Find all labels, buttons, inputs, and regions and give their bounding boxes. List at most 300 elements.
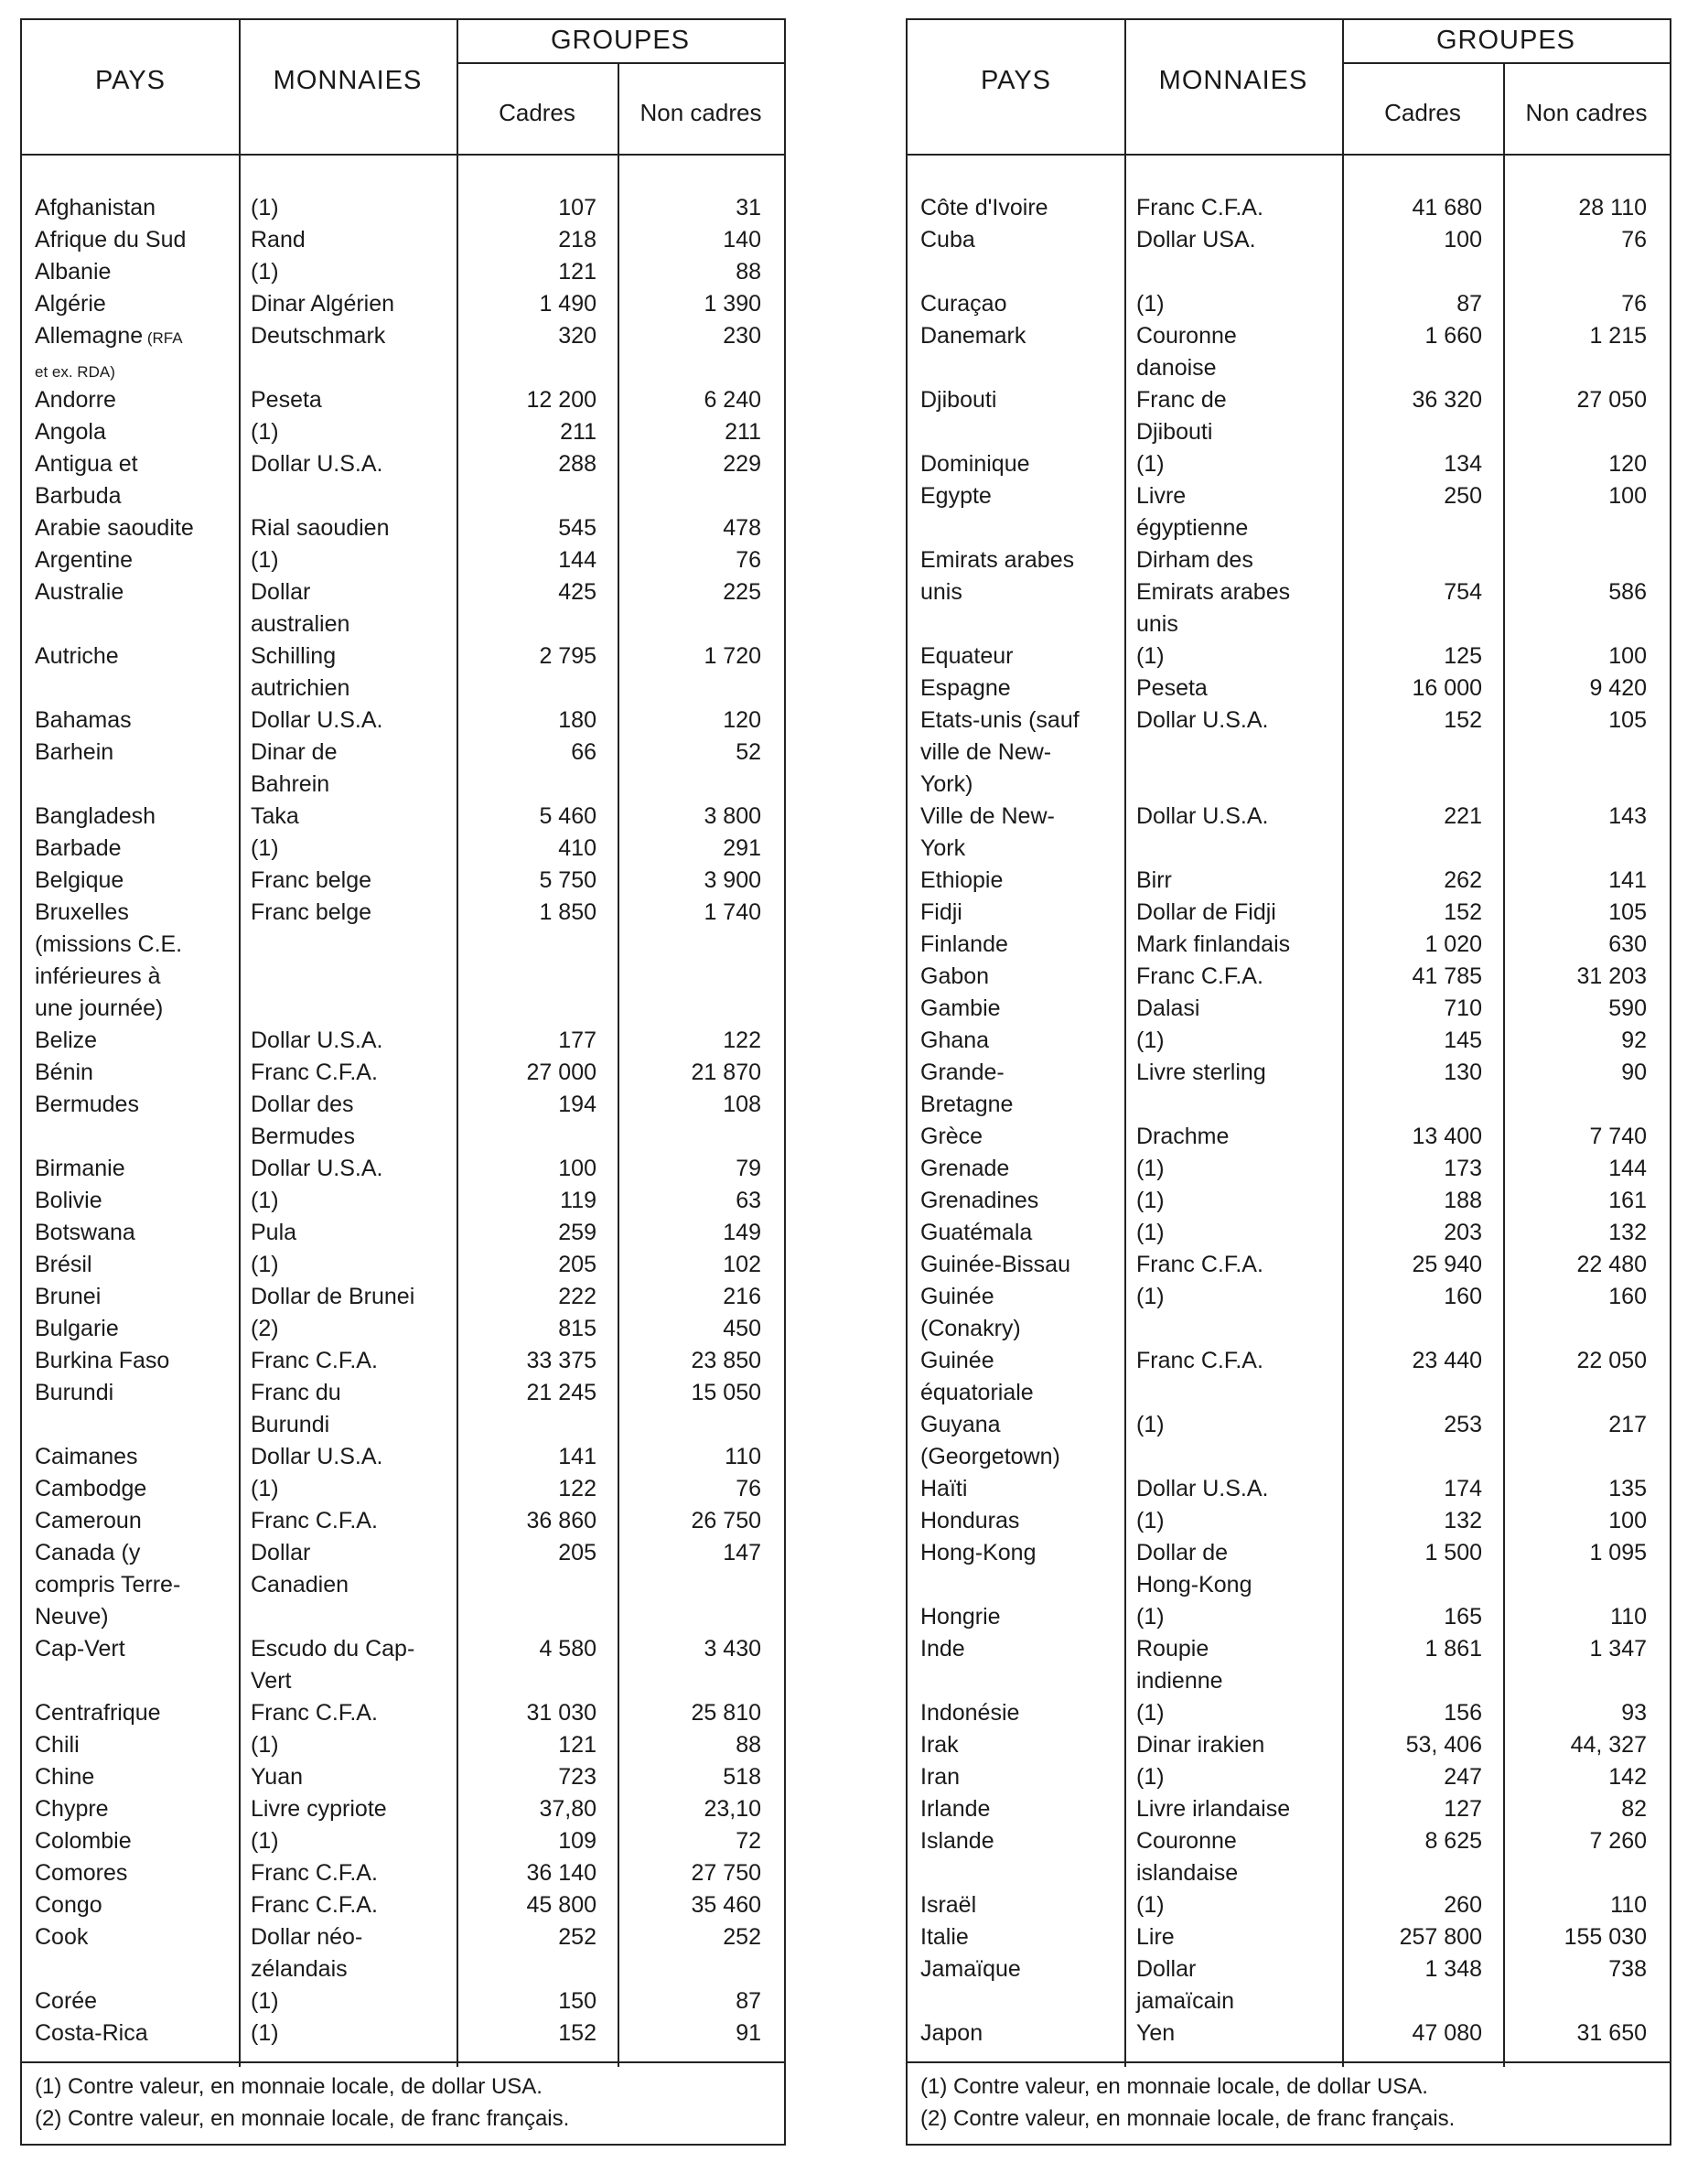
cell-cadres: 109 [558, 1828, 596, 1854]
cell-non-cadres: 110 [1610, 1604, 1647, 1630]
cell-monnaie: Franc C.F.A. [1136, 195, 1263, 221]
cell-pays: Japon [920, 2020, 983, 2046]
cell-monnaie: Franc C.F.A. [251, 1892, 378, 1918]
cell-non-cadres: 35 460 [691, 1892, 761, 1918]
cell-cadres: 1 490 [539, 291, 596, 317]
cell-monnaie: Franc du Burundi [251, 1380, 341, 1437]
footnotes [22, 2061, 784, 2144]
cell-non-cadres: 450 [723, 1316, 761, 1341]
cell-pays: Algérie [35, 291, 106, 317]
cell-monnaie: Dollar U.S.A. [251, 1027, 383, 1053]
cell-monnaie: (1) [1136, 1764, 1165, 1790]
cell-non-cadres: 88 [736, 259, 761, 285]
table-body [22, 154, 784, 2067]
cell-pays: Italie [920, 1924, 969, 1950]
cell-pays: Albanie [35, 259, 112, 285]
cell-non-cadres: 216 [723, 1284, 761, 1309]
cell-pays: Grenade [920, 1156, 1010, 1181]
cell-non-cadres: 478 [723, 515, 761, 541]
cell-pays: Burkina Faso [35, 1348, 170, 1373]
cell-monnaie: Dollar U.S.A. [1136, 707, 1269, 733]
cell-monnaie: Pula [251, 1220, 297, 1245]
cell-pays: Ville de New- York [920, 803, 1055, 861]
cell-pays: Brunei [35, 1284, 102, 1309]
table-body [908, 154, 1670, 2067]
cell-pays: Guatémala [920, 1220, 1033, 1245]
cell-cadres: 152 [1444, 899, 1482, 925]
cell-non-cadres: 105 [1608, 707, 1647, 733]
cell-cadres: 1 020 [1424, 931, 1482, 957]
cell-non-cadres: 44, 327 [1570, 1732, 1647, 1758]
cell-pays: Guinée équatoriale [920, 1348, 1034, 1405]
cell-monnaie: Dinar irakien [1136, 1732, 1265, 1758]
cell-monnaie: (1) [1136, 1220, 1165, 1245]
cell-monnaie: Rand [251, 227, 306, 253]
cell-pays: Comores [35, 1860, 128, 1886]
cell-cadres: 33 375 [526, 1348, 596, 1373]
cell-monnaie: (1) [1136, 1700, 1165, 1726]
cell-cadres: 100 [558, 1156, 596, 1181]
cell-non-cadres: 22 050 [1576, 1348, 1647, 1373]
cell-pays: Egypte [920, 483, 992, 509]
footnote-1: (1) Contre valeur, en monnaie locale, de dollar USA. [35, 2074, 543, 2099]
cell-non-cadres: 76 [1621, 227, 1647, 253]
cell-monnaie: (2) [251, 1316, 279, 1341]
cell-monnaie: Dollar USA. [1136, 227, 1256, 253]
cell-pays: Canada (y compris Terre- Neuve) [35, 1540, 181, 1630]
cell-pays: Chine [35, 1764, 95, 1790]
cell-cadres: 723 [558, 1764, 596, 1790]
cell-cadres: 16 000 [1412, 675, 1482, 701]
cell-non-cadres: 630 [1608, 931, 1647, 957]
cell-non-cadres: 63 [736, 1188, 761, 1213]
cell-pays: Cameroun [35, 1508, 142, 1533]
cell-pays: Bermudes [35, 1092, 139, 1117]
cell-pays: Burundi [35, 1380, 114, 1405]
cell-monnaie: Livre égyptienne [1136, 483, 1249, 541]
cell-cadres: 205 [558, 1252, 596, 1277]
cell-cadres: 205 [558, 1540, 596, 1565]
cell-monnaie: Franc C.F.A. [1136, 1348, 1263, 1373]
cell-monnaie: Rial saoudien [251, 515, 390, 541]
cell-monnaie: Yuan [251, 1764, 304, 1790]
cell-monnaie: (1) [251, 195, 279, 221]
cell-non-cadres: 141 [1608, 867, 1647, 893]
cell-monnaie: (1) [251, 2020, 279, 2046]
cell-pays: Centrafrique [35, 1700, 161, 1726]
cell-monnaie: (1) [1136, 1412, 1165, 1437]
cell-monnaie: (1) [1136, 1508, 1165, 1533]
cell-non-cadres: 9 420 [1589, 675, 1647, 701]
cell-non-cadres: 140 [723, 227, 761, 253]
cell-monnaie: Franc C.F.A. [251, 1700, 378, 1726]
cell-monnaie: Franc C.F.A. [1136, 1252, 1263, 1277]
cell-cadres: 41 680 [1412, 195, 1482, 221]
cell-cadres: 107 [558, 195, 596, 221]
cell-cadres: 152 [1444, 707, 1482, 733]
cell-monnaie: (1) [251, 547, 279, 573]
table-header [908, 20, 1670, 156]
cell-non-cadres: 143 [1608, 803, 1647, 829]
cell-non-cadres: 76 [736, 1476, 761, 1501]
cell-monnaie: Dollar U.S.A. [251, 1156, 383, 1181]
cell-cadres: 222 [558, 1284, 596, 1309]
cell-non-cadres: 31 650 [1576, 2020, 1647, 2046]
cell-monnaie: (1) [1136, 1284, 1165, 1309]
cell-cadres: 221 [1444, 803, 1482, 829]
cell-pays-text: Allemagne [35, 323, 144, 349]
header-cadres: Cadres [499, 99, 575, 126]
cell-cadres: 141 [558, 1444, 596, 1469]
cell-cadres: 425 [558, 579, 596, 605]
cell-non-cadres: 88 [736, 1732, 761, 1758]
cell-pays: Iran [920, 1764, 961, 1790]
footnote-2: (2) Contre valeur, en monnaie locale, de franc français. [920, 2106, 1456, 2131]
cell-pays: Honduras [920, 1508, 1020, 1533]
cell-cadres: 36 860 [526, 1508, 596, 1533]
cell-monnaie: Livre cypriote [251, 1796, 387, 1822]
cell-monnaie: Dirham des Emirats arabes unis [1136, 547, 1291, 637]
cell-pays: Irlande [920, 1796, 991, 1822]
cell-non-cadres: 72 [736, 1828, 761, 1854]
cell-monnaie: (1) [251, 1828, 279, 1854]
cell-non-cadres: 147 [723, 1540, 761, 1565]
cell-pays: Belize [35, 1027, 98, 1053]
cell-cadres: 218 [558, 227, 596, 253]
cell-monnaie: Franc C.F.A. [251, 1508, 378, 1533]
cell-cadres: 127 [1444, 1796, 1482, 1822]
cell-cadres: 134 [1444, 451, 1482, 477]
cell-non-cadres: 3 900 [704, 867, 761, 893]
cell-pays: Antigua et Barbuda [35, 451, 138, 509]
header-cadres: Cadres [1384, 99, 1461, 126]
cell-monnaie: Dollar des Bermudes [251, 1092, 355, 1149]
cell-cadres: 288 [558, 451, 596, 477]
cell-monnaie: (1) [1136, 643, 1165, 669]
header-pays: PAYS [980, 66, 1052, 95]
cell-pays: Guyana (Georgetown) [920, 1412, 1060, 1469]
table-right [906, 18, 1671, 2146]
cell-non-cadres: 26 750 [691, 1508, 761, 1533]
cell-monnaie: Franc de Djibouti [1136, 387, 1227, 445]
cell-pays [35, 320, 238, 388]
cell-cadres: 257 800 [1399, 1924, 1482, 1950]
cell-monnaie: Franc C.F.A. [251, 1060, 378, 1085]
cell-non-cadres: 79 [736, 1156, 761, 1181]
cell-non-cadres: 31 [736, 195, 761, 221]
cell-non-cadres: 87 [736, 1988, 761, 2014]
cell-pays: Bahamas [35, 707, 132, 733]
cell-cadres: 173 [1444, 1156, 1482, 1181]
cell-cadres: 121 [558, 1732, 596, 1758]
cell-non-cadres: 229 [723, 451, 761, 477]
cell-non-cadres: 1 095 [1589, 1540, 1647, 1565]
cell-cadres: 260 [1444, 1892, 1482, 1918]
cell-pays: Caimanes [35, 1444, 138, 1469]
cell-monnaie: Roupie indienne [1136, 1636, 1223, 1694]
cell-pays: Inde [920, 1636, 965, 1662]
cell-non-cadres: 291 [723, 835, 761, 861]
cell-monnaie: (1) [251, 1732, 279, 1758]
footnotes [908, 2061, 1670, 2144]
cell-non-cadres: 102 [723, 1252, 761, 1277]
cell-cadres: 125 [1444, 643, 1482, 669]
cell-pays: Angola [35, 419, 106, 445]
cell-cadres: 174 [1444, 1476, 1482, 1501]
cell-non-cadres: 1 390 [704, 291, 761, 317]
cell-monnaie: (1) [1136, 1604, 1165, 1630]
cell-non-cadres: 105 [1608, 899, 1647, 925]
cell-monnaie: Deutschmark [251, 323, 386, 349]
cell-non-cadres: 93 [1621, 1700, 1647, 1726]
cell-pays: Bénin [35, 1060, 93, 1085]
cell-pays: Grande- Bretagne [920, 1060, 1014, 1117]
header-non-cadres: Non cadres [1525, 99, 1648, 126]
cell-pays: Afrique du Sud [35, 227, 187, 253]
cell-cadres: 160 [1444, 1284, 1482, 1309]
cell-pays: Guinée (Conakry) [920, 1284, 1021, 1341]
cell-pays: Curaçao [920, 291, 1007, 317]
cell-monnaie: Dollar de Hong-Kong [1136, 1540, 1252, 1598]
cell-non-cadres: 1 215 [1589, 323, 1647, 349]
cell-pays: Corée [35, 1988, 98, 2014]
cell-pays: Emirats arabes unis [920, 547, 1075, 605]
cell-cadres: 8 625 [1424, 1828, 1482, 1854]
cell-cadres: 150 [558, 1988, 596, 2014]
cell-cadres: 27 000 [526, 1060, 596, 1085]
cell-non-cadres: 122 [723, 1027, 761, 1053]
cell-cadres: 12 200 [526, 387, 596, 413]
cell-monnaie: Dollar de Fidji [1136, 899, 1276, 925]
cell-cadres: 13 400 [1412, 1124, 1482, 1149]
cell-cadres: 144 [558, 547, 596, 573]
cell-cadres: 5 460 [539, 803, 596, 829]
cell-pays: Afghanistan [35, 195, 156, 221]
cell-non-cadres: 160 [1608, 1284, 1647, 1309]
cell-cadres: 165 [1444, 1604, 1482, 1630]
cell-pays: Barbade [35, 835, 122, 861]
cell-pays: Indonésie [920, 1700, 1020, 1726]
cell-cadres: 152 [558, 2020, 596, 2046]
cell-cadres: 211 [560, 419, 596, 445]
cell-pays: Argentine [35, 547, 134, 573]
cell-monnaie: Franc C.F.A. [251, 1860, 378, 1886]
cell-cadres: 410 [558, 835, 596, 861]
cell-monnaie: Dollar néo- zélandais [251, 1924, 363, 1982]
cell-cadres: 119 [560, 1188, 596, 1213]
cell-pays: Espagne [920, 675, 1011, 701]
cell-pays: Birmanie [35, 1156, 125, 1181]
cell-cadres: 1 850 [539, 899, 596, 925]
cell-non-cadres: 1 740 [704, 899, 761, 925]
cell-non-cadres: 76 [1621, 291, 1647, 317]
cell-non-cadres: 27 050 [1576, 387, 1647, 413]
cell-pays: Cambodge [35, 1476, 147, 1501]
cell-cadres: 250 [1444, 483, 1482, 509]
cell-monnaie: Livre sterling [1136, 1060, 1266, 1085]
cell-pays: Cook [35, 1924, 89, 1950]
cell-cadres: 1 348 [1424, 1956, 1482, 1982]
cell-monnaie: Dollar Canadien [251, 1540, 349, 1598]
cell-non-cadres: 100 [1608, 483, 1647, 509]
cell-monnaie: Dalasi [1136, 995, 1200, 1021]
footnote-1: (1) Contre valeur, en monnaie locale, de dollar USA. [920, 2074, 1428, 2099]
cell-cadres: 31 030 [526, 1700, 596, 1726]
cell-cadres: 100 [1444, 227, 1482, 253]
cell-monnaie: Schilling autrichien [251, 643, 350, 701]
cell-monnaie: Dollar U.S.A. [251, 451, 383, 477]
cell-cadres: 252 [558, 1924, 596, 1950]
cell-pays: Belgique [35, 867, 124, 893]
cell-pays: Gambie [920, 995, 1001, 1021]
cell-cadres: 145 [1444, 1027, 1482, 1053]
cell-cadres: 2 795 [539, 643, 596, 669]
cell-non-cadres: 28 110 [1578, 195, 1647, 221]
cell-cadres: 320 [558, 323, 596, 349]
cell-monnaie: Dinar de Bahrein [251, 739, 338, 797]
cell-monnaie: Franc belge [251, 867, 372, 893]
cell-pays: Australie [35, 579, 124, 605]
cell-pays: Chili [35, 1732, 80, 1758]
cell-non-cadres: 132 [1608, 1220, 1647, 1245]
cell-non-cadres: 586 [1608, 579, 1647, 605]
cell-non-cadres: 144 [1608, 1156, 1647, 1181]
cell-pays: Jamaïque [920, 1956, 1021, 1982]
cell-non-cadres: 27 750 [691, 1860, 761, 1886]
cell-pays: Hongrie [920, 1604, 1001, 1630]
cell-monnaie: (1) [251, 259, 279, 285]
cell-cadres: 47 080 [1412, 2020, 1482, 2046]
cell-non-cadres: 76 [736, 547, 761, 573]
cell-monnaie: Dollar australien [251, 579, 350, 637]
cell-non-cadres: 82 [1621, 1796, 1647, 1822]
cell-monnaie: Franc C.F.A. [1136, 963, 1263, 989]
cell-non-cadres: 217 [1608, 1412, 1647, 1437]
cell-monnaie: Dollar U.S.A. [1136, 1476, 1269, 1501]
cell-monnaie: (1) [251, 1476, 279, 1501]
cell-pays: Irak [920, 1732, 959, 1758]
cell-monnaie: Dollar U.S.A. [1136, 803, 1269, 829]
cell-non-cadres: 21 870 [691, 1060, 761, 1085]
cell-non-cadres: 3 800 [704, 803, 761, 829]
cell-cadres: 23 440 [1412, 1348, 1482, 1373]
cell-non-cadres: 149 [723, 1220, 761, 1245]
cell-pays: Danemark [920, 323, 1026, 349]
cell-monnaie: Dollar U.S.A. [251, 1444, 383, 1469]
cell-pays: Brésil [35, 1252, 92, 1277]
cell-monnaie: Franc C.F.A. [251, 1348, 378, 1373]
cell-cadres: 25 940 [1412, 1252, 1482, 1277]
cell-cadres: 710 [1444, 995, 1482, 1021]
cell-pays: Colombie [35, 1828, 132, 1854]
cell-non-cadres: 120 [723, 707, 761, 733]
cell-non-cadres: 7 740 [1589, 1124, 1647, 1149]
cell-non-cadres: 23,10 [704, 1796, 761, 1822]
table-left [20, 18, 786, 2146]
cell-pays: Finlande [920, 931, 1008, 957]
cell-pays: Ethiopie [920, 867, 1004, 893]
cell-non-cadres: 108 [723, 1092, 761, 1117]
cell-monnaie: (1) [251, 419, 279, 445]
cell-pays: Cuba [920, 227, 975, 253]
cell-cadres: 754 [1444, 579, 1482, 605]
cell-pays: Grenadines [920, 1188, 1039, 1213]
cell-cadres: 4 580 [539, 1636, 596, 1662]
cell-pays: Haïti [920, 1476, 968, 1501]
cell-cadres: 21 245 [526, 1380, 596, 1405]
header-groupes: GROUPES [550, 26, 691, 55]
cell-monnaie: (1) [1136, 1188, 1165, 1213]
cell-non-cadres: 225 [723, 579, 761, 605]
cell-pays: Arabie saoudite [35, 515, 194, 541]
cell-non-cadres: 230 [723, 323, 761, 349]
cell-cadres: 259 [558, 1220, 596, 1245]
cell-monnaie: (1) [251, 835, 279, 861]
cell-cadres: 203 [1444, 1220, 1482, 1245]
cell-monnaie: Lire [1136, 1924, 1175, 1950]
cell-pays: Bulgarie [35, 1316, 119, 1341]
cell-pays: Costa-Rica [35, 2020, 148, 2046]
cell-pays: Côte d'Ivoire [920, 195, 1048, 221]
cell-monnaie: Dollar U.S.A. [251, 707, 383, 733]
cell-pays: Chypre [35, 1796, 109, 1822]
cell-monnaie: Couronne danoise [1136, 323, 1237, 381]
cell-non-cadres: 23 850 [691, 1348, 761, 1373]
cell-pays: Cap-Vert [35, 1636, 125, 1662]
cell-non-cadres: 3 430 [704, 1636, 761, 1662]
cell-pays: Etats-unis (sauf ville de New- York) [920, 707, 1080, 797]
cell-pays-note: (RFA et ex. RDA) [35, 329, 183, 381]
cell-pays: Andorre [35, 387, 116, 413]
cell-cadres: 180 [558, 707, 596, 733]
cell-monnaie: Taka [251, 803, 299, 829]
cell-cadres: 41 785 [1412, 963, 1482, 989]
cell-pays: Fidji [920, 899, 962, 925]
header-groupes: GROUPES [1435, 26, 1576, 55]
cell-monnaie: Franc belge [251, 899, 372, 925]
cell-non-cadres: 15 050 [691, 1380, 761, 1405]
cell-pays: Bolivie [35, 1188, 102, 1213]
cell-non-cadres: 518 [723, 1764, 761, 1790]
cell-pays: Dominique [920, 451, 1030, 477]
cell-pays: Guinée-Bissau [920, 1252, 1070, 1277]
cell-non-cadres: 52 [736, 739, 761, 765]
cell-cadres: 36 140 [526, 1860, 596, 1886]
cell-pays: Gabon [920, 963, 990, 989]
cell-non-cadres: 22 480 [1576, 1252, 1647, 1277]
cell-pays: Islande [920, 1828, 994, 1854]
cell-pays: Bruxelles (missions C.E. inférieures à une journée) [35, 899, 183, 1021]
cell-non-cadres: 110 [725, 1444, 761, 1469]
cell-monnaie: Livre irlandaise [1136, 1796, 1291, 1822]
cell-cadres: 5 750 [539, 867, 596, 893]
cell-cadres: 253 [1444, 1412, 1482, 1437]
cell-cadres: 247 [1444, 1764, 1482, 1790]
cell-cadres: 122 [558, 1476, 596, 1501]
cell-non-cadres: 110 [1610, 1892, 1647, 1918]
cell-non-cadres: 738 [1608, 1956, 1647, 1982]
cell-cadres: 45 800 [526, 1892, 596, 1918]
cell-monnaie: (1) [1136, 1027, 1165, 1053]
cell-non-cadres: 91 [736, 2020, 761, 2046]
cell-cadres: 1 861 [1424, 1636, 1482, 1662]
cell-cadres: 36 320 [1412, 387, 1482, 413]
cell-monnaie: Mark finlandais [1136, 931, 1291, 957]
cell-cadres: 87 [1456, 291, 1482, 317]
cell-cadres: 37,80 [539, 1796, 596, 1822]
cell-cadres: 53, 406 [1405, 1732, 1482, 1758]
cell-non-cadres: 90 [1621, 1060, 1647, 1085]
